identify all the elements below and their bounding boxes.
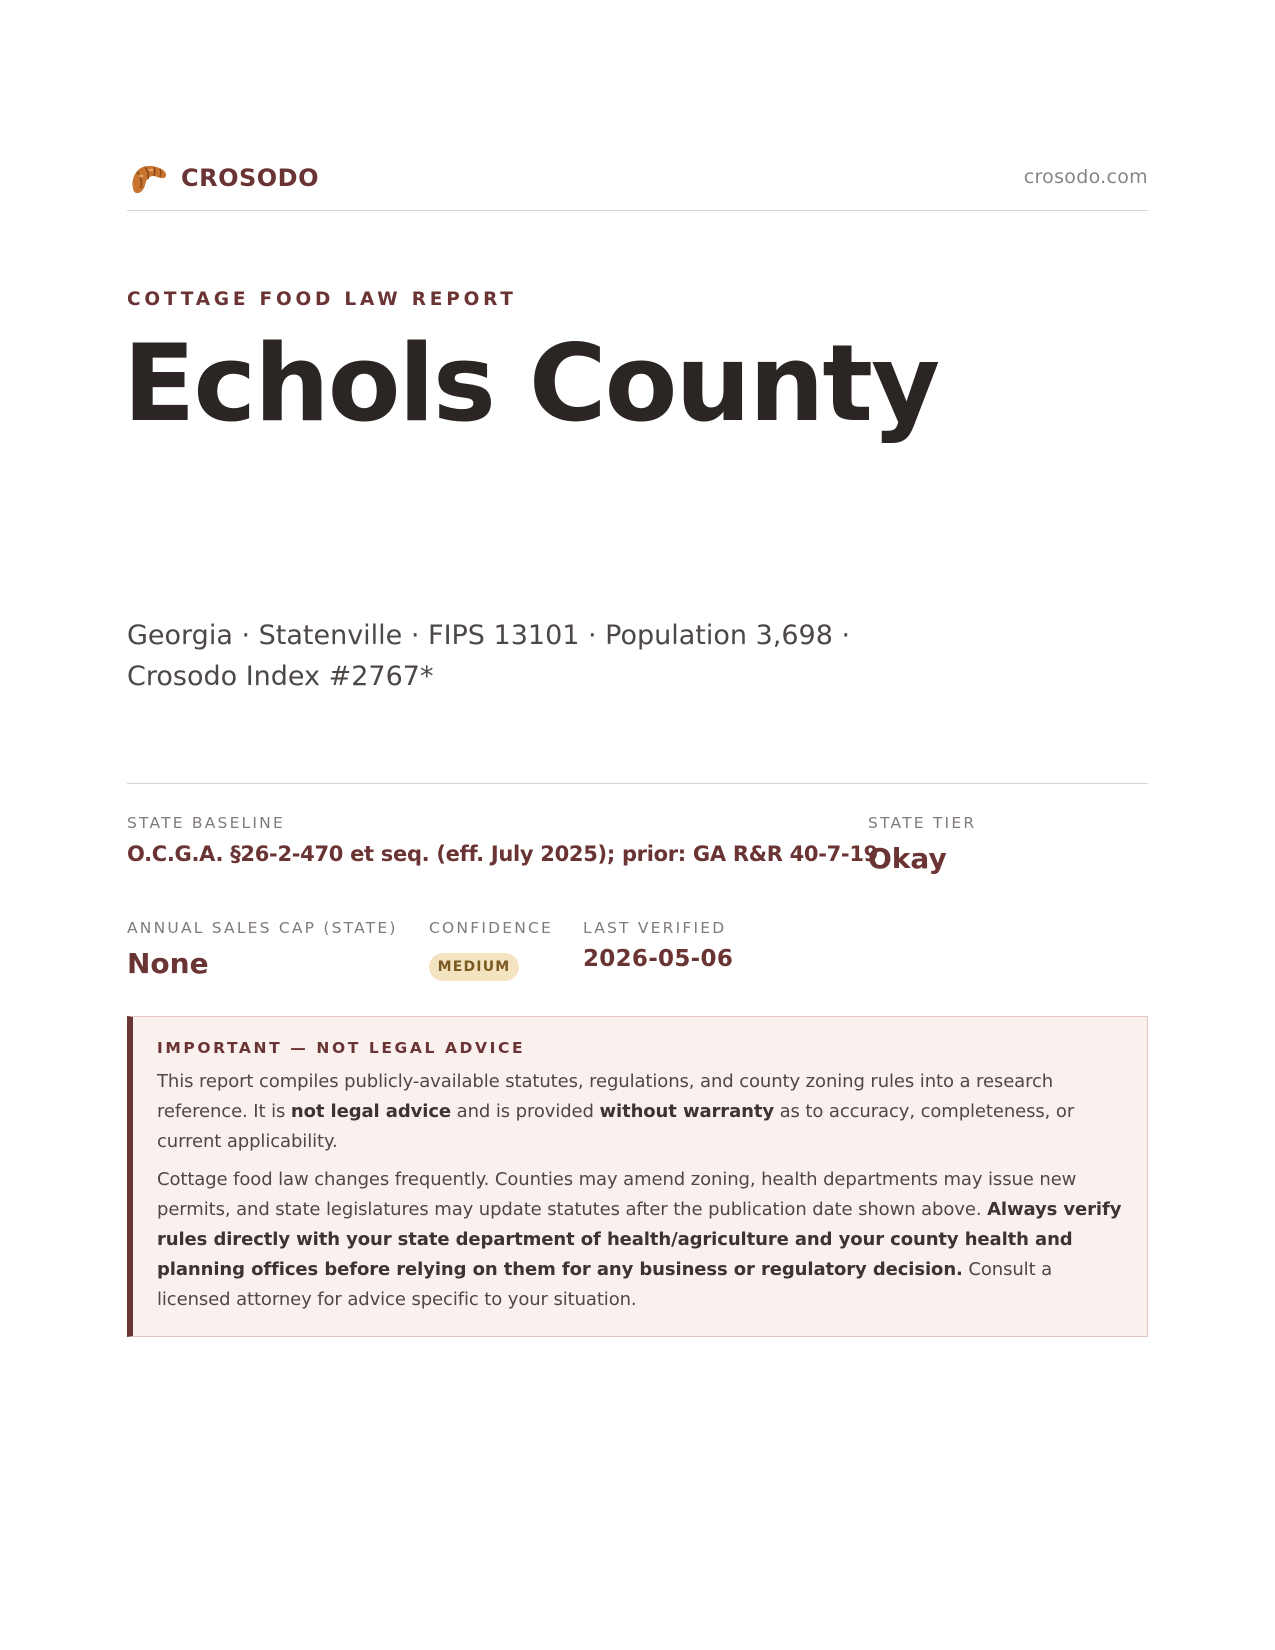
- legal-notice: [127, 1016, 1148, 1337]
- notice-p1-text-c: as to accuracy, completeness, or current applicability.: [157, 1101, 1075, 1152]
- page-header: [127, 158, 1148, 211]
- state-tier-value: Okay: [868, 842, 947, 875]
- report-kicker: COTTAGE FOOD LAW REPORT: [127, 289, 517, 310]
- notice-title: IMPORTANT — NOT LEGAL ADVICE: [157, 1039, 526, 1057]
- site-domain[interactable]: crosodo.com: [1023, 166, 1148, 188]
- sales-cap-label: ANNUAL SALES CAP (STATE): [127, 919, 398, 937]
- brand[interactable]: [127, 158, 319, 198]
- confidence-badge: MEDIUM: [429, 953, 519, 981]
- notice-p1-text-a: This report compiles publicly-available statutes, regulations, and county zoning rules into a research reference. It is: [157, 1071, 1054, 1122]
- county-meta: [127, 615, 907, 697]
- notice-p1-text-b: and is provided: [451, 1101, 600, 1122]
- page-title: Echols County: [123, 322, 939, 445]
- state-tier-label: STATE TIER: [868, 814, 977, 832]
- notice-p2-emphasis: Always verify rules directly with your state department of health/agriculture and your county health and planning offices before relying on them for any business or regulatory decision.: [157, 1199, 1122, 1280]
- brand-name: CROSODO: [181, 164, 320, 192]
- county-meta-line-2: Crosodo Index #2767*: [127, 661, 434, 692]
- county-meta-line-1: Georgia · Statenville · FIPS 13101 · Population 3,698 ·: [127, 620, 851, 651]
- sales-cap-value: None: [127, 947, 209, 980]
- state-baseline-label: STATE BASELINE: [127, 814, 285, 832]
- state-baseline-value: O.C.G.A. §26-2-470 et seq. (eff. July 2025); prior: GA R&R 40-7-19: [127, 842, 878, 866]
- notice-paragraph-1: [157, 1067, 1123, 1157]
- confidence-label: CONFIDENCE: [429, 919, 554, 937]
- report-page: [123, 0, 1148, 1650]
- section-divider: [127, 783, 1148, 784]
- last-verified-label: LAST VERIFIED: [583, 919, 727, 937]
- notice-p1-emphasis-a: not legal advice: [290, 1101, 452, 1122]
- last-verified-value: 2026-05-06: [583, 946, 734, 972]
- croissant-icon: [127, 158, 169, 198]
- notice-p2-text-a: Cottage food law changes frequently. Counties may amend zoning, health departments may issue new permits, and state legislatures may update statutes after the publication date shown above.: [157, 1169, 1077, 1220]
- notice-p2-text-b: Consult a licensed attorney for advice specific to your situation.: [157, 1259, 1053, 1310]
- notice-p1-emphasis-b: without warranty: [599, 1101, 774, 1122]
- notice-paragraph-2: [157, 1165, 1123, 1315]
